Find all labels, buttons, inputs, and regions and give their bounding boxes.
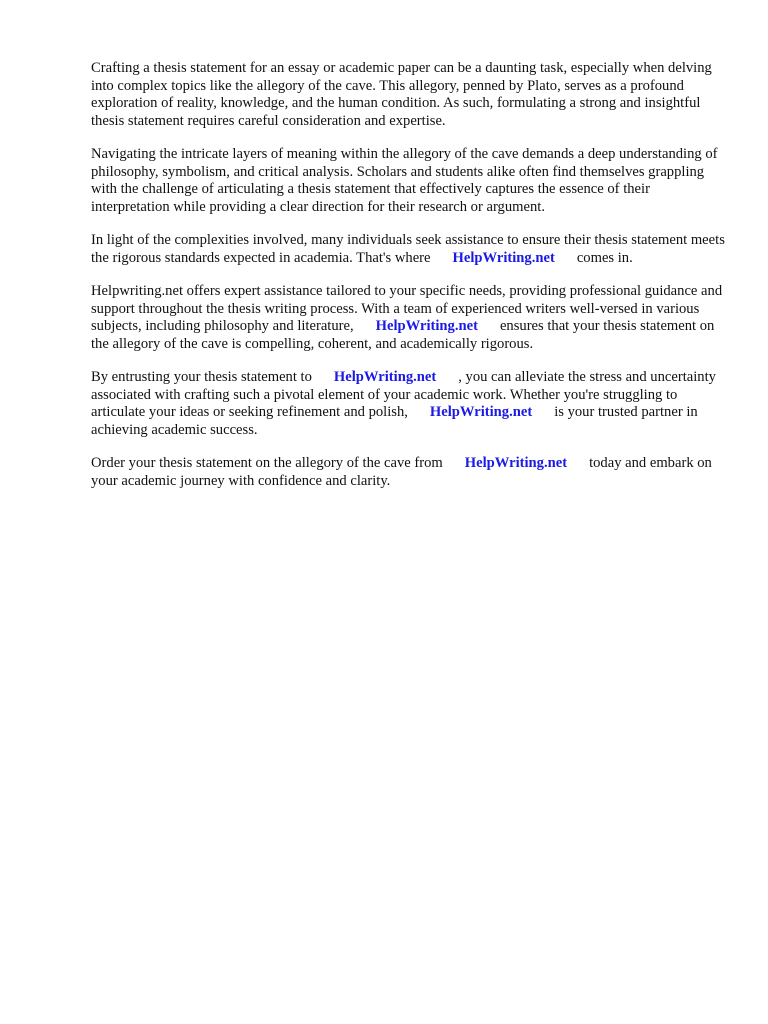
helpwriting-link[interactable]: HelpWriting.net [464,455,568,471]
paragraph-assistance [91,232,725,267]
paragraph-order [91,455,725,490]
paragraph-entrusting [91,369,725,439]
paragraph-navigating [91,146,725,216]
paragraph-text: Order your thesis statement on the allegory of the cave from [91,455,443,471]
paragraph-text: Helpwriting.net offers expert assistance tailored to your specific needs, providing professional guidance and support throughout the thesis writing process. With a team of experienced writers well-versed in various subjects, including philosophy and literature, [91,283,723,334]
helpwriting-link[interactable]: HelpWriting.net [333,369,437,385]
paragraph-text: Navigating the intricate layers of meaning within the allegory of the cave demands a deep understanding of philosophy, symbolism, and critical analysis. Scholars and students alike often find themselves grappling with the challenge of articulating a thesis statement that effectively captures the essence of their interpretation while providing a clear direction for their research or argument. [91,146,718,215]
paragraph-text: today and embark on your academic journey with confidence and clarity. [91,455,712,489]
paragraph-text: In light of the complexities involved, many individuals seek assistance to ensure their thesis statement meets the rigorous standards expected in academia. That's where [91,232,725,266]
document-page [91,60,725,506]
helpwriting-link[interactable]: HelpWriting.net [375,318,478,334]
paragraph-text: is your trusted partner in achieving academic success. [91,404,698,438]
paragraph-text: ensures that your thesis statement on the allegory of the cave is compelling, coherent, and academically rigorous. [91,318,715,352]
paragraph-text: , you can alleviate the stress and uncertainty associated with crafting such a pivotal element of your academic work. Whether you're struggling to articulate your ideas or seeking refinement and polish, [91,369,716,420]
paragraph-text: By entrusting your thesis statement to [91,369,312,385]
paragraph-text: comes in. [576,249,633,266]
helpwriting-link[interactable]: HelpWriting.net [429,404,533,420]
paragraph-intro [91,60,725,130]
helpwriting-link[interactable]: HelpWriting.net [452,249,555,266]
paragraph-text: Crafting a thesis statement for an essay or academic paper can be a daunting task, especially when delving into complex topics like the allegory of the cave. This allegory, penned by Plato, serves as a profound exploration of reality, knowledge, and the human condition. As such, formulating a strong and insightful thesis statement requires careful consideration and expertise. [91,60,712,129]
paragraph-expert [91,283,725,353]
